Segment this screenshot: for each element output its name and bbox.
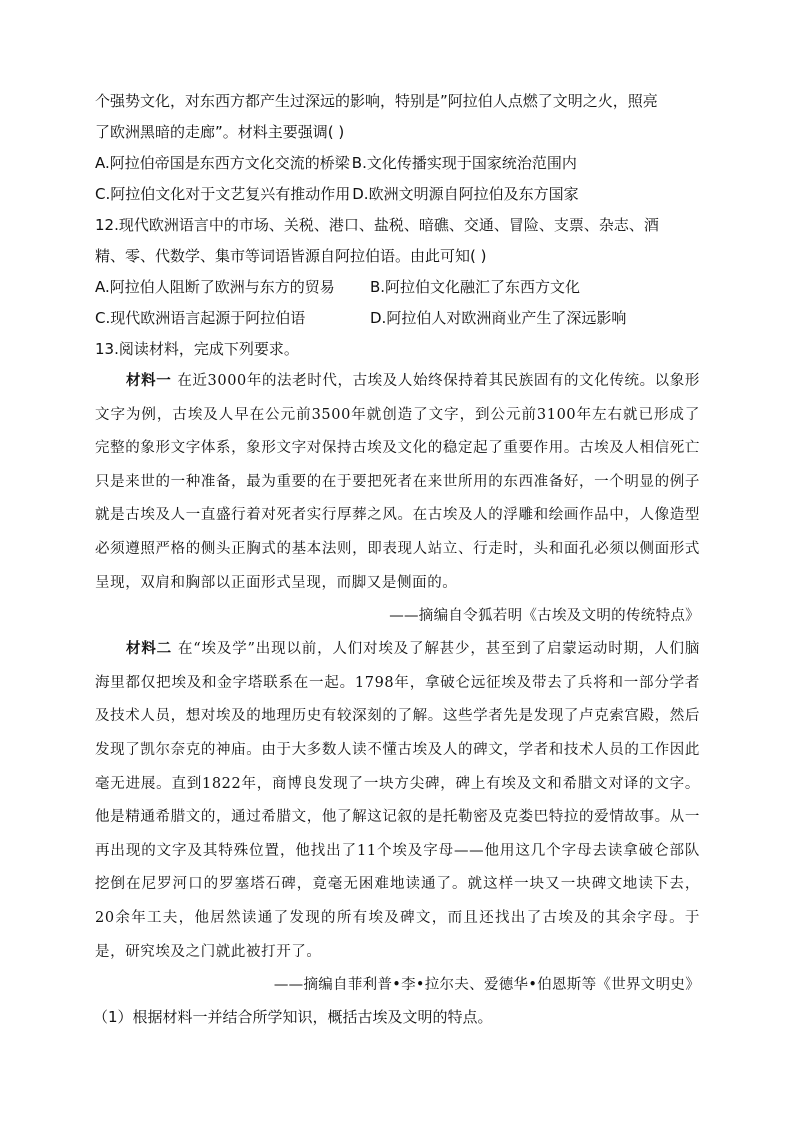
question-13 [95,334,700,1033]
q11-options-row-1 [95,148,700,179]
material-1 [95,365,700,600]
q12-option-c: C.现代欧洲语言起源于阿拉伯语 [95,309,306,327]
q12-option-a: A.阿拉伯人阻断了欧洲与东方的贸易 [95,278,335,296]
q12-stem-line-1: 12.现代欧洲语言中的市场、关税、港口、盐税、暗礁、交通、冒险、支票、杂志、酒 [95,216,659,234]
q12-options-row-1 [95,272,700,303]
exam-page [95,86,700,1033]
q11-option-c: C.阿拉伯文化对于文艺复兴有推动作用 [95,185,351,203]
question-11 [95,86,700,210]
q12-option-b: B.阿拉伯文化融汇了东西方文化 [370,278,581,296]
q12-stem-line-2: 精、零、代数学、集市等词语皆源自阿拉伯语。由此可知( ) [95,247,487,265]
material-2-label: 材料二 [126,641,172,658]
q11-option-d: D.欧洲文明源自阿拉伯及东方国家 [352,185,579,203]
q11-options-row-2 [95,179,700,210]
material-1-text: 在近3000年的法老时代，古埃及人始终保持着其民族固有的文化传统。以象形文字为例，古埃及人早在公元前3500年就创造了文字，到公元前3100年左右就已形成了完整的象形文字体系，象形文字对保持古埃及文化的稳定起了重要作用。古埃及人相信死亡只是来世的一种准备，最为重要的在于要把死者在来世所用的东西准备好，一个明显的例子就是古埃及人一直盛行着对死者实行厚葬之风。在古埃及人的浮雕和绘画作品中，人像造型必须遵照严格的侧头正胸式的基本法则，即表现人站立、行走时，头和面孔必须以侧面形式呈现，双肩和胸部以正面形式呈现，而脚又是侧面的。 [95,373,700,591]
material-1-source: ——摘编自令狐若明《古埃及文明的传统特点》 [389,608,700,625]
q11-stem-line-1: 个强势文化，对东西方都产生过深远的影响，特别是”阿拉伯人点燃了文明之火，照亮 [95,92,658,110]
material-2 [95,633,700,969]
q12-option-d: D.阿拉伯人对欧洲商业产生了深远影响 [370,309,627,327]
q11-option-a: A.阿拉伯帝国是东西方文化交流的桥梁 [95,154,350,172]
q11-stem-line-2: 了欧洲黑暗的走廊”。材料主要强调( ) [95,123,345,141]
material-1-label: 材料一 [126,373,172,389]
q13-intro: 13.阅读材料，完成下列要求。 [95,340,299,358]
question-12 [95,210,700,334]
q12-options-row-2 [95,303,700,334]
material-2-source: ——摘编自菲利普•李•拉尔夫、爱德华•伯恩斯等《世界文明史》 [273,977,700,994]
material-2-text: 在“埃及学”出现以前，人们对埃及了解甚少，甚至到了启蒙运动时期，人们脑海里都仅把埃及和金字塔联系在一起。1798年，拿破仑远征埃及带去了兵将和一部分学者及技术人员，想对埃及的地理历史有较深刻的了解。这些学者先是发现了卢克索宫殿，然后发现了凯尔奈克的神庙。由于大多数人读不懂古埃及人的碑文，学者和技术人员的工作因此毫无进展。直到1822年，商博良发现了一块方尖碑，碑上有埃及文和希腊文对译的文字。他是精通希腊文的，通过希腊文，他了解这记叙的是托勒密及克娄巴特拉的爱情故事。从一再出现的文字及其特殊位置，他找出了11个埃及字母——他用这几个字母去读拿破仑部队挖倒在尼罗河口的罗塞塔石碑，竟毫无困难地读通了。就这样一块又一块碑文地读下去，20余年工夫，他居然读通了发现的所有埃及碑文，而且还找出了古埃及的其余字母。于是，研究埃及之门就此被打开了。 [95,641,700,960]
q13-sub-question-1: （1）根据材料一并结合所学知识，概括古埃及文明的特点。 [93,1008,493,1027]
q11-option-b: B.文化传播实现于国家统治范围内 [351,154,577,172]
